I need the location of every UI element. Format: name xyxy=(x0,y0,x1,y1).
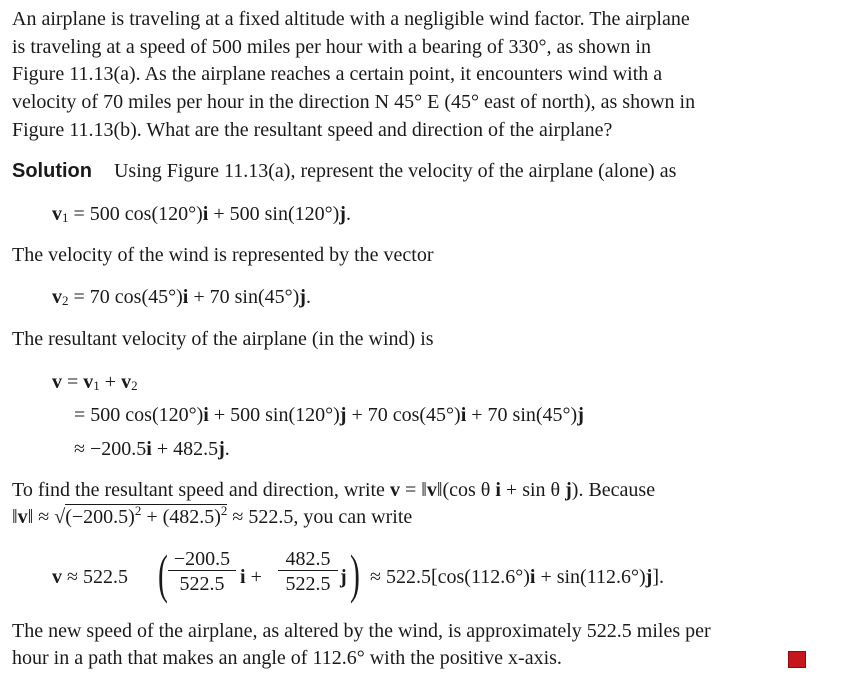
fraction-1: $\frac{-200.5}{522.5}$ xyxy=(168,548,236,597)
final-eq-rhs: ≈ 522.5[cos(112.6°)i + sin(112.6°)j]. xyxy=(370,566,664,588)
conclusion-line-1: The new speed of the airplane, as altered by the wind, is approximately 522.5 miles per xyxy=(12,620,711,642)
left-paren: ( xyxy=(158,544,168,604)
radicand: $(-200.5)^2 + (482.5)^2$ xyxy=(65,503,228,528)
equation-sum-line-3: ≈ −200.5i + 482.5j. xyxy=(74,438,230,460)
equation-sum-line-2: = 500 cos(120°)i + 500 sin(120°)j + 70 cos(45°)i + 70 sin(45°)j xyxy=(74,404,584,426)
find-text-line-2: ‖v‖ ≈ $√(-200.5)^2 + (482.5)^2 \approx 522.5$, you can write xyxy=(12,503,413,528)
wind-text: The velocity of the wind is represented by the vector xyxy=(12,244,434,266)
equation-v2: $v_2 = 70$ cos(45°)i + 70 sin(45°)j. xyxy=(52,286,311,308)
end-of-solution-mark xyxy=(788,651,806,668)
problem-line-1: An airplane is traveling at a fixed altitude with a negligible wind factor. The airplane xyxy=(12,8,690,30)
final-eq-lhs: v ≈ 522.5 xyxy=(52,566,128,588)
problem-line-5: Figure 11.13(b). What are the resultant speed and direction of the airplane? xyxy=(12,119,613,141)
final-eq-mid: i + xyxy=(240,566,262,588)
solution-intro-line xyxy=(12,160,676,183)
solution-heading: Solution xyxy=(12,160,92,182)
equation-sum-line-1: $v = v_1 + v_2$ xyxy=(52,371,138,393)
problem-line-3: Figure 11.13(a). As the airplane reaches a certain point, it encounters wind with a xyxy=(12,63,663,85)
problem-line-4: velocity of 70 miles per hour in the direction N 45° E (45° east of north), as shown in xyxy=(12,91,696,113)
problem-line-2: is traveling at a speed of 500 miles per hour with a bearing of 330°, as shown in xyxy=(12,36,651,58)
conclusion-line-2: hour in a path that makes an angle of 112.6° with the positive x-axis. xyxy=(12,647,562,669)
find-text-line-1: To find the resultant speed and direction, write v = ‖v‖(cos θ i + sin θ j). Because xyxy=(12,479,656,501)
final-eq-j: j xyxy=(340,566,347,588)
right-paren: ) xyxy=(350,544,360,604)
resultant-text: The resultant velocity of the airplane (in the wind) is xyxy=(12,328,434,350)
sqrt-symbol: √ xyxy=(54,506,66,528)
equation-v1: $v_1 = 500$ cos(120°)i + 500 sin(120°)j. xyxy=(52,203,351,225)
solution-intro: Using Figure 11.13(a), represent the velocity of the airplane (alone) as xyxy=(113,160,677,182)
fraction-2: $\frac{482.5}{522.5}$ xyxy=(278,548,338,597)
